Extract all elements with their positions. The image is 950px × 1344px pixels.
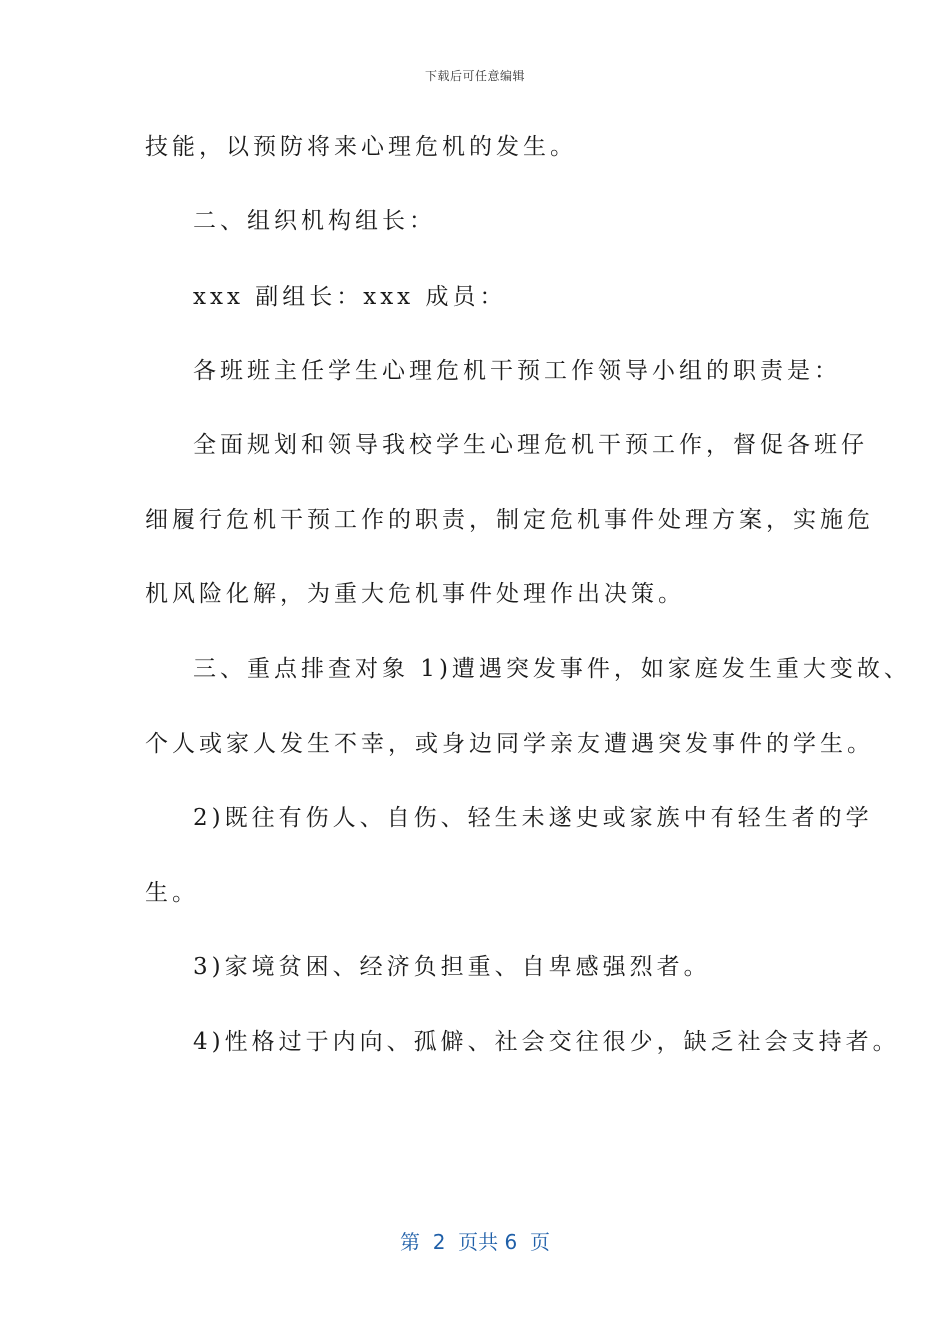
page-header-note: 下载后可任意编辑 [424,69,525,83]
paragraph-line: 各班班主任学生心理危机干预工作领导小组的职责是： [193,358,841,384]
list-item: 3)家境贫困、经济负担重、自卑感强烈者。 [193,954,711,980]
list-item: 2)既往有伤人、自伤、轻生未遂史或家族中有轻生者的学 [193,805,873,831]
paragraph-line: xxx 副组长：xxx 成员： [193,284,507,310]
paragraph-line: 全面规划和领导我校学生心理危机干预工作，督促各班仔 [193,432,868,458]
section-heading-organization: 二、组织机构组长： [193,208,436,234]
paragraph-line: 细履行危机干预工作的职责，制定危机事件处理方案，实施危 [145,507,874,533]
paragraph-line: 技能，以预防将来心理危机的发生。 [145,134,577,160]
list-item: 4)性格过于内向、孤僻、社会交往很少，缺乏社会支持者。 [193,1029,900,1055]
page-number-footer: 第 2 页共 6 页 [400,1230,550,1254]
section-heading-focus-targets: 三、重点排查对象 1)遭遇突发事件，如家庭发生重大变故、 [193,656,911,682]
paragraph-line: 机风险化解，为重大危机事件处理作出决策。 [145,581,685,607]
paragraph-line: 个人或家人发生不幸，或身边同学亲友遭遇突发事件的学生。 [145,731,874,757]
paragraph-line: 生。 [145,880,199,906]
